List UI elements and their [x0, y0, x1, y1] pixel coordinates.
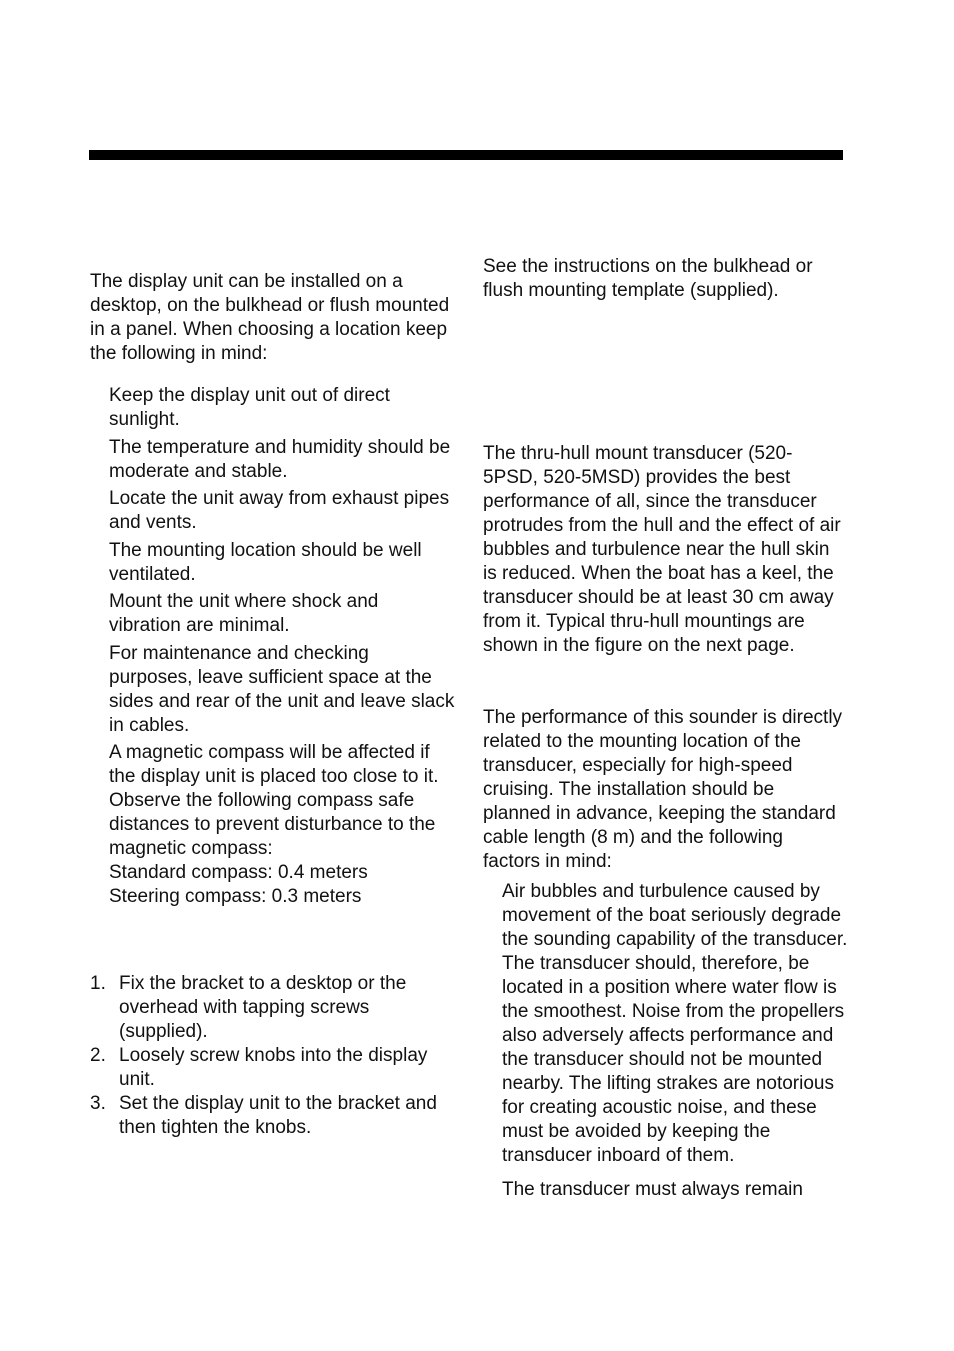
guideline-item: For maintenance and checking purposes, leave sufficient space at the sides and rear of the unit and leave slack in cables. [109, 642, 455, 736]
desktop-steps [90, 972, 455, 1140]
guideline-item: Locate the unit away from exhaust pipes and vents. [109, 488, 450, 533]
guideline-item-compass [90, 741, 455, 909]
step-item [90, 1044, 455, 1092]
step-item [90, 1092, 455, 1140]
step-text: Set the display unit to the bracket and then tighten the knobs. [119, 1093, 437, 1138]
guideline-item: The mounting location should be well ventilated. [109, 539, 422, 585]
step-item [90, 972, 455, 1044]
header-rule [89, 150, 843, 160]
template-note-paragraph: See the instructions on the bulkhead or flush mounting template (supplied). [483, 256, 813, 301]
step-number: 3. [90, 1093, 106, 1114]
step-number: 2. [90, 1045, 106, 1066]
guideline-item: Mount the unit where shock and vibration are minimal. [109, 591, 379, 636]
guideline-list [90, 384, 455, 909]
thruhull-section [483, 442, 845, 658]
factor-item: The transducer must always remain [502, 1179, 803, 1200]
step-text: Fix the bracket to a desktop or the overhead with tapping screws (supplied). [119, 973, 407, 1042]
step-text: Loosely screw knobs into the display unit. [119, 1045, 428, 1090]
intro-paragraph: The display unit can be installed on a desktop, on the bulkhead or flush mounted in a panel. When choosing a location keep the following in mind: [90, 271, 450, 364]
template-note [483, 255, 845, 303]
thruhull-paragraph: The thru-hull mount transducer (520-5PSD, 520-5MSD) provides the best performance of all, since the transducer protrudes from the hull and the effect of air bubbles and turbulence near the hull skin is reduced. When the boat has a keel, the transducer should be at least 30 cm away from it. Typical thru-hull mountings are shown in the figure on the next page. [483, 443, 841, 656]
guideline-item: The temperature and humidity should be moderate and stable. [109, 436, 451, 482]
standard-compass-distance: Standard compass: 0.4 meters [109, 862, 368, 883]
location-intro [90, 270, 455, 366]
transducer-factors [483, 880, 848, 1206]
compass-text: A magnetic compass will be affected if the display unit is placed too close to it. Observe the following compass safe distances to prevent disturbance to the magnetic compass: [109, 742, 439, 859]
location-guidelines [90, 384, 455, 913]
guideline-item: Keep the display unit out of direct sunlight. [109, 385, 390, 430]
steering-compass-distance: Steering compass: 0.3 meters [109, 886, 362, 907]
factor-item: Air bubbles and turbulence caused by movement of the boat seriously degrade the sounding capability of the transducer. The transducer should, therefore, be located in a position where water flow is the smoothest. Noise from the propellers also adversely affects performance and the transducer should not be mounted nearby. The lifting strakes are notorious for creating acoustic noise, and these must be avoided by keeping the transducer inboard of them. [502, 881, 848, 1166]
factor-list [483, 880, 848, 1202]
step-number: 1. [90, 973, 106, 994]
step-list [90, 972, 455, 1140]
performance-section [483, 706, 845, 874]
performance-paragraph: The performance of this sounder is directly related to the mounting location of the transducer, especially for high-speed cruising. The installation should be planned in advance, keeping the standard cable length (8 m) and the following factors in mind: [483, 707, 843, 872]
